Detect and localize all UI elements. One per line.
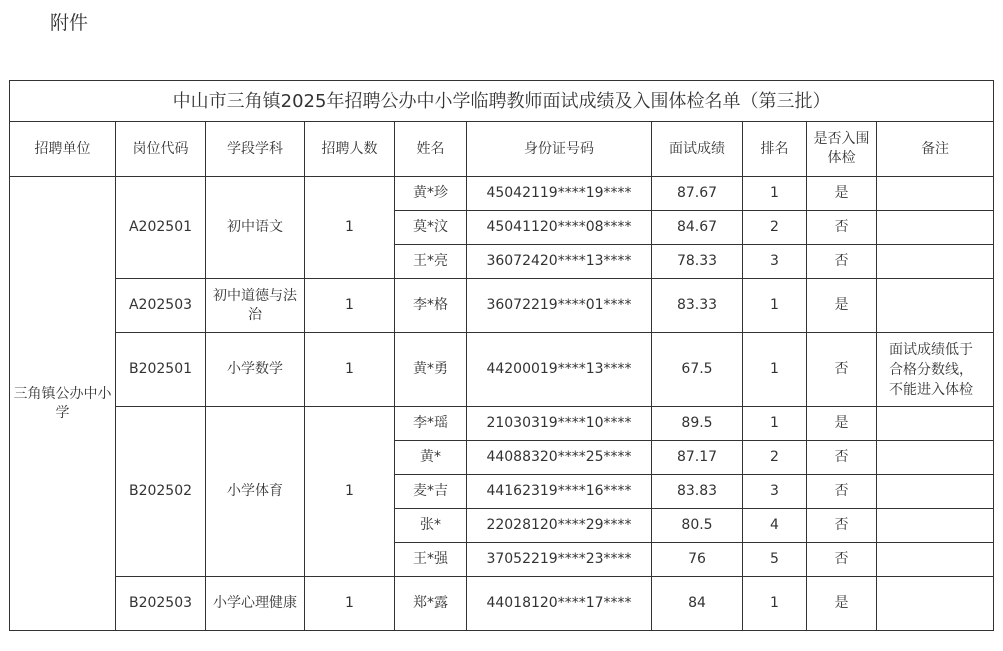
quota-cell: 1 [305,279,395,333]
candidate-name: 黄*珍 [395,177,467,211]
candidate-name: 麦*吉 [395,475,467,509]
candidate-remark [877,577,994,631]
table-title: 中山市三角镇2025年招聘公办中小学临聘教师面试成绩及入围体检名单（第三批） [10,81,994,122]
candidate-remark [877,177,994,211]
candidate-name: 李*格 [395,279,467,333]
candidate-shortlisted: 否 [807,245,877,279]
subject-cell: 初中道德与法治 [206,279,305,333]
quota-cell: 1 [305,177,395,279]
candidate-id-number: 22028120****29**** [467,509,652,543]
candidate-remark [877,245,994,279]
candidate-remark [877,509,994,543]
header-remark: 备注 [877,122,994,177]
header-score: 面试成绩 [652,122,743,177]
post-code-cell: A202501 [116,177,206,279]
candidate-name: 张* [395,509,467,543]
candidate-id-number: 45042119****19**** [467,177,652,211]
header-rank: 排名 [743,122,807,177]
post-code-cell: B202502 [116,407,206,577]
candidate-score: 87.17 [652,441,743,475]
header-post-code: 岗位代码 [116,122,206,177]
candidate-name: 郑*露 [395,577,467,631]
candidate-remark: 面试成绩低于合格分数线，不能进入体检 [877,333,994,407]
candidate-remark [877,211,994,245]
candidate-shortlisted: 否 [807,475,877,509]
candidate-name: 黄* [395,441,467,475]
post-code-cell: A202503 [116,279,206,333]
subject-cell: 小学体育 [206,407,305,577]
table-row [10,177,994,211]
candidate-remark [877,279,994,333]
candidate-remark [877,441,994,475]
candidate-remark [877,407,994,441]
candidate-name: 莫*汶 [395,211,467,245]
quota-cell: 1 [305,407,395,577]
table-row [10,407,994,441]
candidate-rank: 1 [743,407,807,441]
candidate-shortlisted: 否 [807,333,877,407]
candidate-name: 李*瑶 [395,407,467,441]
subject-cell: 初中语文 [206,177,305,279]
subject-cell: 小学心理健康 [206,577,305,631]
post-code-cell: B202501 [116,333,206,407]
candidate-score: 87.67 [652,177,743,211]
candidate-score: 67.5 [652,333,743,407]
candidate-shortlisted: 否 [807,211,877,245]
candidate-rank: 5 [743,543,807,577]
header-unit: 招聘单位 [10,122,116,177]
candidate-score: 83.83 [652,475,743,509]
candidate-id-number: 45041120****08**** [467,211,652,245]
candidate-name: 王*亮 [395,245,467,279]
candidate-id-number: 21030319****10**** [467,407,652,441]
candidate-score: 84.67 [652,211,743,245]
candidate-id-number: 36072219****01**** [467,279,652,333]
header-subject: 学段学科 [206,122,305,177]
table-header-row [10,122,994,177]
candidate-shortlisted: 是 [807,577,877,631]
candidate-rank: 1 [743,279,807,333]
candidate-rank: 1 [743,577,807,631]
table-row [10,333,994,407]
table-row [10,279,994,333]
candidate-rank: 3 [743,245,807,279]
unit-cell: 三角镇公办中小学 [10,177,116,631]
candidate-shortlisted: 是 [807,279,877,333]
candidate-score: 78.33 [652,245,743,279]
header-shortlisted: 是否入围体检 [807,122,877,177]
candidate-remark [877,543,994,577]
attachment-label: 附件 [50,12,89,34]
candidate-id-number: 44200019****13**** [467,333,652,407]
candidate-name: 王*强 [395,543,467,577]
subject-cell: 小学数学 [206,333,305,407]
candidate-shortlisted: 否 [807,543,877,577]
candidate-score: 89.5 [652,407,743,441]
candidate-id-number: 44162319****16**** [467,475,652,509]
candidate-shortlisted: 是 [807,177,877,211]
candidate-rank: 2 [743,211,807,245]
quota-cell: 1 [305,333,395,407]
candidate-score: 84 [652,577,743,631]
candidate-rank: 4 [743,509,807,543]
candidate-id-number: 44088320****25**** [467,441,652,475]
candidate-rank: 1 [743,333,807,407]
candidate-id-number: 37052219****23**** [467,543,652,577]
candidate-name: 黄*勇 [395,333,467,407]
post-code-cell: B202503 [116,577,206,631]
header-quota: 招聘人数 [305,122,395,177]
candidate-remark [877,475,994,509]
candidate-rank: 1 [743,177,807,211]
candidate-score: 76 [652,543,743,577]
candidate-shortlisted: 是 [807,407,877,441]
header-name: 姓名 [395,122,467,177]
results-table [9,80,994,631]
candidate-id-number: 44018120****17**** [467,577,652,631]
quota-cell: 1 [305,577,395,631]
candidate-shortlisted: 否 [807,509,877,543]
candidate-score: 80.5 [652,509,743,543]
candidate-score: 83.33 [652,279,743,333]
table-row [10,577,994,631]
candidate-rank: 2 [743,441,807,475]
candidate-rank: 3 [743,475,807,509]
candidate-id-number: 36072420****13**** [467,245,652,279]
header-id-number: 身份证号码 [467,122,652,177]
candidate-shortlisted: 否 [807,441,877,475]
